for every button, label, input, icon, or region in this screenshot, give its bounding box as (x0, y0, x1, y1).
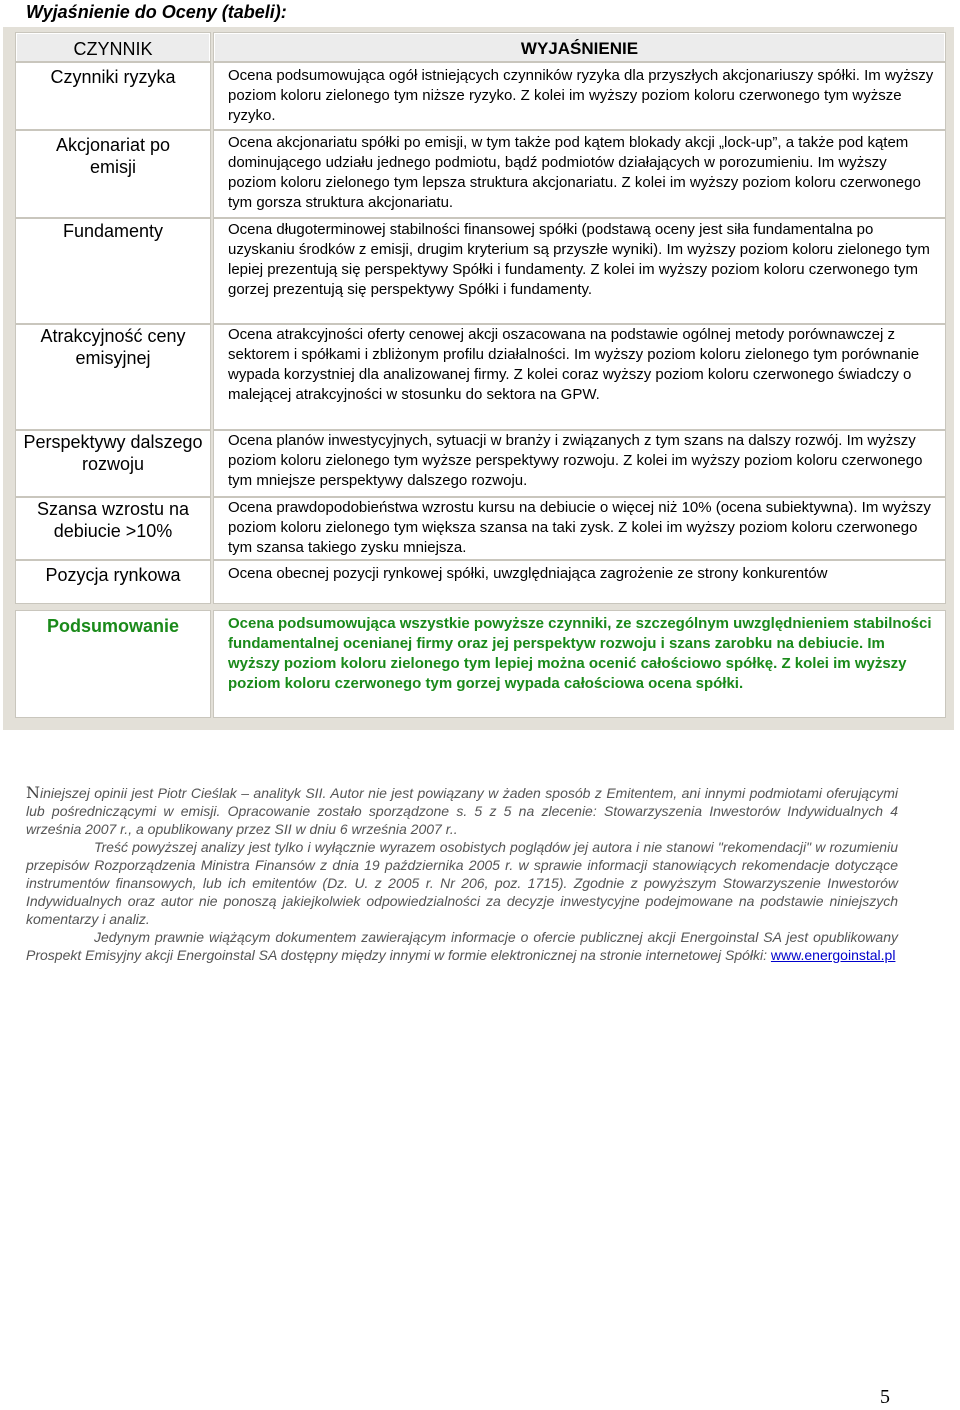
factor-cell-summary (15, 610, 211, 718)
explanation-cell-price (213, 324, 946, 430)
explanation-cell-market (213, 560, 946, 604)
explanation-text: Ocena obecnej pozycji rynkowej spółki, uwzględniająca zagrożenie ze strony konkurentów (228, 565, 828, 582)
factor-cell-risk (15, 62, 211, 130)
disclaimer-author-text: iniejszej opinii jest Piotr Cieślak – analityk SII. Autor nie jest powiązany w żaden sposób z Emitentem, ani innymi podmiotami oferującymi lub pośredniczącymi w emisji. Opracowanie zostało sporządzone s. 5 z 5 na zlecenie: Stowarzyszenia Inwestorów Indywidualnych 4 września 2007 r., a opublikowany przez SII w dniu 6 września 2007 r.. (26, 785, 898, 837)
energoinstal-link[interactable]: www.energoinstal.pl (770, 947, 896, 963)
factor-cell-market (15, 560, 211, 604)
factor-cell-price (15, 324, 211, 430)
explanation-text: Ocena długoterminowej stabilności finansowej spółki (podstawą oceny jest siła fundamentalna po uzyskaniu środków z emisji, drugim kryterium są przyszłe wyniki). Im wyższy poziom koloru zielonego tym lepiej prezentują się perspektywy Spółki i fundamenty. Z kolei im wyższy poziom koloru czerwonego tym gorzej prezentują się perspektywy Spółki i fundamenty. (228, 221, 930, 298)
factor-cell-debut (15, 497, 211, 560)
factor-cell-shareholding (15, 130, 211, 218)
factor-label: Fundamenty (62, 221, 164, 241)
explanation-cell-debut (213, 497, 946, 560)
summary-label: Podsumowanie (46, 616, 180, 636)
page-title: Wyjaśnienie do Oceny (tabeli): (26, 2, 287, 22)
factor-label: Szansa wzrostu na debiucie >10% (36, 499, 190, 541)
explanation-text: Ocena podsumowująca ogół istniejących czynników ryzyka dla przyszłych akcjonariuszy spółki. Im wyższy poziom koloru zielonego tym niższe ryzyko. Z kolei im wyższy poziom koloru czerwonego tym wyższe ryzyko. (228, 67, 934, 124)
factor-label: Akcjonariat po emisji (55, 135, 171, 177)
header-explanation-cell (213, 32, 946, 62)
factor-cell-prospects (15, 430, 211, 497)
factor-label: Atrakcyjność ceny emisyjnej (40, 326, 186, 368)
page-number: 5 (880, 1386, 890, 1408)
factor-cell-fundamentals (15, 218, 211, 324)
explanation-text: Ocena atrakcyjności oferty cenowej akcji oszacowana na podstawie ogólnej metody porównawczej z sektorem i spółkami i zbliżonym profilu działalności. Im wyższy poziom koloru zielonego tym porównanie wypada korzystniej dla analizowanej firmy. Z kolei coraz wyższy poziom koloru czerwonego świadczy o malejącej atrakcyjności w stosunku do sektora na GPW. (228, 326, 920, 403)
explanation-cell-shareholding (213, 130, 946, 218)
explanation-cell-prospects (213, 430, 946, 497)
header-explanation: WYJAŚNIENIE (520, 39, 639, 58)
header-factor: CZYNNIK (73, 39, 153, 59)
disclaimer-prospectus-text: Jedynym prawnie wiążącym dokumentem zawierającym informacje o ofercie publicznej akcji Energoinstal SA jest opublikowany Prospekt Emisyjny akcji Energoinstal SA dostępny między innymi w formie elektronicznej na stronie internetowej Spółki: (26, 929, 898, 963)
explanation-cell-risk (213, 62, 946, 130)
explanation-text: Ocena planów inwestycyjnych, sytuacji w branży i związanych z tym szans na dalszy rozwój. Im wyższy poziom koloru zielonego tym wyższe perspektywy rozwoju. Z kolei im wyższy poziom koloru czerwonego tym mniejsze perspektywy dalszego rozwoju. (228, 432, 923, 489)
disclaimer-paragraph-author (26, 784, 898, 838)
explanation-table (3, 27, 954, 730)
explanation-cell-summary (213, 610, 946, 718)
explanation-text: Ocena akcjonariatu spółki po emisji, w tym także pod kątem blokady akcji „lock-up”, a także pod kątem dominującego udziału jednego podmiotu, bądź podmiotów działających w porozumieniu. Im wyższy poziom koloru zielonego tym lepsza struktura akcjonariatu. Z kolei im wyższy poziom koloru czerwonego tym gorsza struktura akcjonariatu. (228, 134, 921, 211)
disclaimer-first-letter: N (26, 783, 40, 802)
disclaimer-paragraph-legal: Treść powyższej analizy jest tylko i wyłącznie wyrazem osobistych poglądów jej autora i nie stanowi "rekomendacji" w rozumieniu przepisów Rozporządzenia Ministra Finansów z dnia 19 października 2005 r. w sprawie informacji stanowiących rekomendacje dotyczące instrumentów finansowych, lub ich emitentów (Dz. U. z 2005 r. Nr 206, poz. 1715). Zgodnie z powyższym Stowarzyszenie Inwestorów Indywidualnych oraz autor nie ponoszą jakiejkolwiek odpowiedzialności za decyzje inwestycyjne podejmowane na podstawie niniejszych komentarzy i analiz. (26, 839, 898, 927)
factor-label: Pozycja rynkowa (45, 565, 181, 585)
factor-label: Perspektywy dalszego rozwoju (23, 432, 203, 474)
factor-label: Czynniki ryzyka (50, 67, 176, 87)
disclaimer-paragraph-prospectus (26, 928, 898, 964)
summary-text: Ocena podsumowująca wszystkie powyższe czynniki, ze szczególnym uwzględnieniem stabilności fundamentalnej ocenianej firmy oraz jej perspektyw rozwoju i szans zarobku na debiucie. Im wyższy poziom koloru zielonego tym lepiej można ocenić całościowo spółkę. Z kolei im wyższy poziom koloru czerwonego tym gorzej wypada całościowa ocena spółki. (228, 615, 932, 692)
disclaimer (26, 784, 898, 964)
explanation-cell-fundamentals (213, 218, 946, 324)
explanation-text: Ocena prawdopodobieństwa wzrostu kursu na debiucie o więcej niż 10% (ocena subiektywna). Im wyższy poziom koloru zielonego tym większa szansa na taki zysk. Z kolei im wyższy poziom koloru czerwonego tym szansa takiego zysku mniejsza. (228, 499, 931, 556)
header-factor-cell (15, 32, 211, 62)
